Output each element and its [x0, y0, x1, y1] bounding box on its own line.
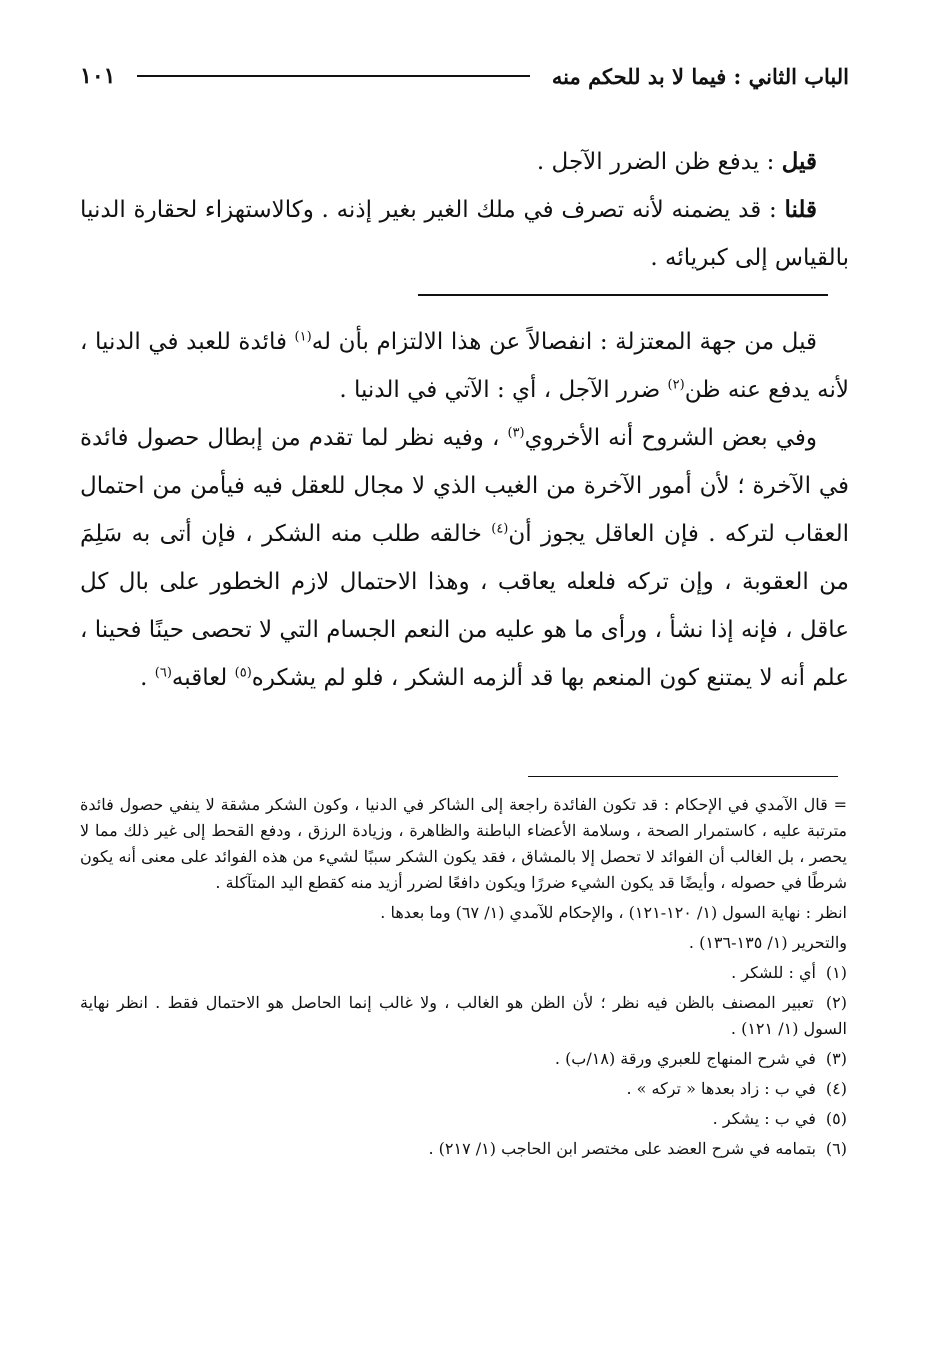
objection-paragraph [80, 138, 849, 186]
keyword-qulna: قلنا [784, 196, 817, 223]
footnote-continuation: = قال الآمدي في الإحكام : قد تكون الفائدة راجعة إلى الشاكر في الدنيا ، وكون الشكر مشقة لا ينفي حصول فائدة مترتبة عليه ، كاستمرار الصحة ، وسلامة الأعضاء الباطنة والظاهرة ، وزيادة الرزق ، ودفع القحط إلى غير ذلك مما لا يحصر ، بل الغالب أن الفوائد لا تحصل إلا بالمشاق ، فقد يكون الشكر سببًا لشيء من هذه الفوائد على معنى أنه يكون شرطًا في حصوله ، وأيضًا قد يكون الشيء ضررًا ويكون دافعًا لضرر أزيد منه كقطع اليد المتآكلة . [80, 795, 848, 892]
commentary-paragraph-1 [80, 318, 849, 414]
footnote-number: (١) [825, 963, 847, 982]
footnote-6 [80, 1136, 847, 1162]
footnote-3 [80, 1046, 847, 1072]
text-segment: فائدة للعبد في الدنيا ، لأنه يدفع عنه ظن [80, 329, 849, 403]
footnote-1 [80, 960, 847, 986]
footnote-5 [80, 1106, 847, 1132]
footnote-number: (٦) [825, 1139, 847, 1158]
footnote-ref-2[interactable]: (٢) [667, 377, 685, 393]
commentary-block [80, 318, 849, 702]
footnote-separator [528, 776, 838, 777]
footnote-reference-line: والتحرير (١/ ١٣٥-١٣٦) . [688, 933, 847, 952]
page-number: ١٠١ [80, 63, 116, 89]
footnote-ref-3[interactable]: (٣) [507, 425, 525, 441]
reply-paragraph [80, 186, 849, 282]
objection-text: : يدفع ظن الضرر الآجل . [536, 149, 782, 175]
footnote-ref-4[interactable]: (٤) [491, 521, 509, 537]
commentary-separator [418, 294, 828, 296]
footnote-text: أي : للشكر . [731, 963, 816, 982]
commentary-paragraph-2 [80, 414, 849, 702]
footnote-text: بتمامه في شرح العضد على مختصر ابن الحاجب (١/ ٢١٧) . [428, 1139, 816, 1158]
keyword-qila: قيل [781, 148, 817, 175]
text-segment: ضرر الآجل ، أي : الآتي في الدنيا . [339, 377, 668, 403]
footnote-text: في ب : يشكر . [712, 1109, 816, 1128]
footnote-reference-line: انظر : نهاية السول (١/ ١٢٠-١٢١) ، والإحكام للآمدي (١/ ٦٧) وما بعدها . [380, 903, 847, 922]
footnote-ref-6[interactable]: (٦) [154, 665, 172, 681]
footnote-ref-5[interactable]: (٥) [234, 665, 252, 681]
text-segment: لعاقبه [171, 665, 235, 691]
footnote-4 [80, 1076, 847, 1102]
header-rule [137, 75, 529, 77]
reply-text: : قد يضمنه لأنه تصرف في ملك الغير بغير إذنه . وكالاستهزاء لحقارة الدنيا بالقياس إلى كبريائه . [80, 197, 849, 271]
footnote-2 [80, 990, 847, 1042]
text-segment: قيل من جهة المعتزلة : انفصالاً عن هذا الالتزام بأن له [311, 329, 817, 355]
text-segment: ، وفيه نظر لما تقدم من إبطال حصول فائدة في الآخرة ؛ لأن أمور الآخرة من الغيب الذي لا مجال للعقل فيه فيأمن من احتمال العقاب لتركه . فإن العاقل يجوز أن [80, 425, 849, 547]
chapter-title: الباب الثاني : فيما لا بد للحكم منه [551, 63, 849, 89]
footnote-ref-1[interactable]: (١) [294, 329, 312, 345]
text-segment: خالقه طلب منه الشكر ، فإن أتى به سَلِمَ من العقوبة ، وإن تركه فلعله يعاقب ، وهذا الاحتمال لازم الخطور على بال كل عاقل ، فإنه إذا نشأ ، ورأى ما هو عليه من النعم الجسام التي لا تحصى حينًا فحينا ، علم أنه لا يمتنع كون المنعم بها قد ألزمه الشكر ، فلو لم يشكره [80, 521, 849, 691]
footnotes [80, 792, 847, 1166]
footnote-number: (٥) [825, 1109, 847, 1128]
footnote-number: (٣) [825, 1049, 847, 1068]
footnote-text: تعبير المصنف بالظن فيه نظر ؛ لأن الظن هو الغالب ، ولا غالب إنما الحاصل هو الاحتمال فقط . انظر نهاية السول (١/ ١٢١) . [80, 993, 847, 1038]
running-header [80, 58, 849, 94]
text-segment: وفي بعض الشروح أنه الأخروي [524, 425, 817, 451]
text-segment: . [140, 665, 155, 691]
footnote-text: في شرح المنهاج للعبري ورقة (١٨/ب) . [554, 1049, 816, 1068]
footnote-number: (٤) [825, 1079, 847, 1098]
objection-block [80, 138, 849, 282]
footnote-number: (٢) [825, 993, 848, 1012]
footnote-text: في ب : زاد بعدها « تركه » . [626, 1079, 816, 1098]
